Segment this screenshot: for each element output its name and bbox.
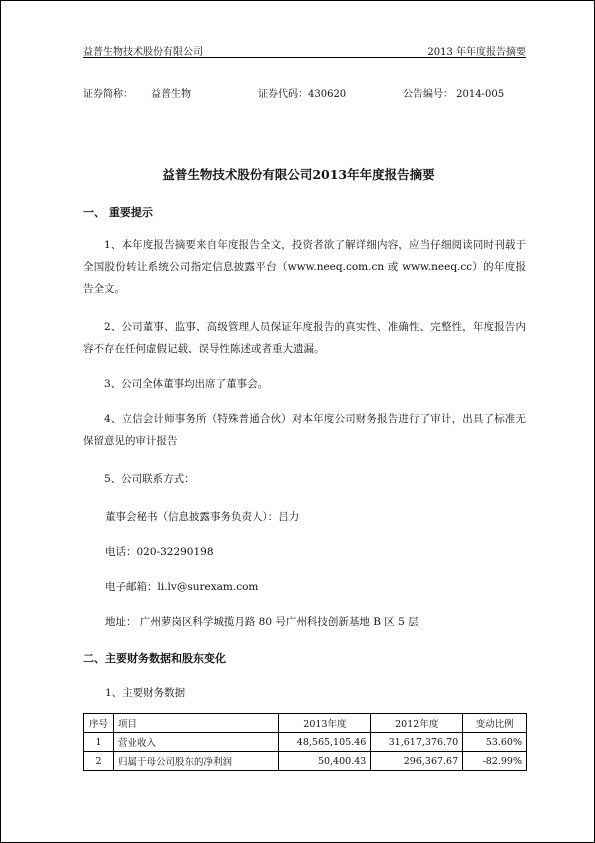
table-cell: -82.99% xyxy=(463,752,527,771)
table-cell: 31,617,376.70 xyxy=(371,733,463,752)
short-name-label: 证券简称： xyxy=(83,89,133,100)
address-line: 地址： 广州萝岗区科学城揽月路 80 号广州科技创新基地 B 区 5 层 xyxy=(105,616,419,628)
header-cell: 变动比例 xyxy=(463,714,527,733)
email-line: 电子邮箱：li.lv@surexam.com xyxy=(105,581,259,593)
section-1-heading: 一、 重要提示 xyxy=(83,206,153,219)
table-cell: 50,400.43 xyxy=(279,752,371,771)
paragraph-2: 2、公司董事、监事、高级管理人员保证年度报告的真实性、准确性、完整性，年度报告内容不存在任何虚假记载、误导性陈述或者重大遗漏。 xyxy=(83,321,526,355)
table-cell: 归属于母公司股东的净利润 xyxy=(113,752,279,771)
phone-line: 电话：020-32290198 xyxy=(105,546,214,558)
header-cell: 2013年度 xyxy=(279,714,371,733)
header-company: 益普生物技术股份有限公司 xyxy=(83,47,203,58)
financial-data-table xyxy=(83,713,527,771)
header-cell: 项目 xyxy=(113,714,279,733)
paragraph-4: 4、立信会计师事务所（特殊普通合伙）对本年度公司财务报告进行了审计，出具了标准无保留意见的审计报告 xyxy=(83,413,526,447)
notice-number: 公告编号： 2014-005 xyxy=(403,89,505,100)
section-2-heading: 二、主要财务数据和股东变化 xyxy=(83,652,226,665)
running-header xyxy=(83,43,526,58)
table-cell: 48,565,105.46 xyxy=(279,733,371,752)
table-header-row xyxy=(84,714,527,733)
table-cell: 2 xyxy=(84,752,114,771)
paragraph-1: 1、本年度报告摘要来自年度报告全文，投资者欲了解详细内容，应当仔细阅读同时刊载于全国股份转让系统公司指定信息披露平台（www.neeq.com.cn 或 www.neeq.cc）的年度报告全文。 xyxy=(83,239,526,295)
short-name-value: 益普生物 xyxy=(151,89,191,100)
paragraph-3: 3、公司全体董事均出席了董事会。 xyxy=(104,378,269,390)
paragraph-5: 5、公司联系方式： xyxy=(104,473,195,485)
table-row xyxy=(84,752,527,771)
header-cell: 序号 xyxy=(84,714,114,733)
table-cell: 53.60% xyxy=(463,733,527,752)
table-cell: 1 xyxy=(84,733,114,752)
header-cell: 2012年度 xyxy=(371,714,463,733)
header-report-title: 2013 年年度报告摘要 xyxy=(427,47,526,58)
table-row xyxy=(84,733,527,752)
table-cell: 营业收入 xyxy=(113,733,279,752)
secretary-line: 董事会秘书（信息披露事务负责人）：吕力 xyxy=(105,511,300,523)
subsection-title: 1、主要财务数据 xyxy=(105,687,186,699)
security-code: 证券代码：430620 xyxy=(258,89,347,100)
document-title: 益普生物技术股份有限公司2013年年度报告摘要 xyxy=(162,167,435,182)
table-cell: 296,367.67 xyxy=(371,752,463,771)
